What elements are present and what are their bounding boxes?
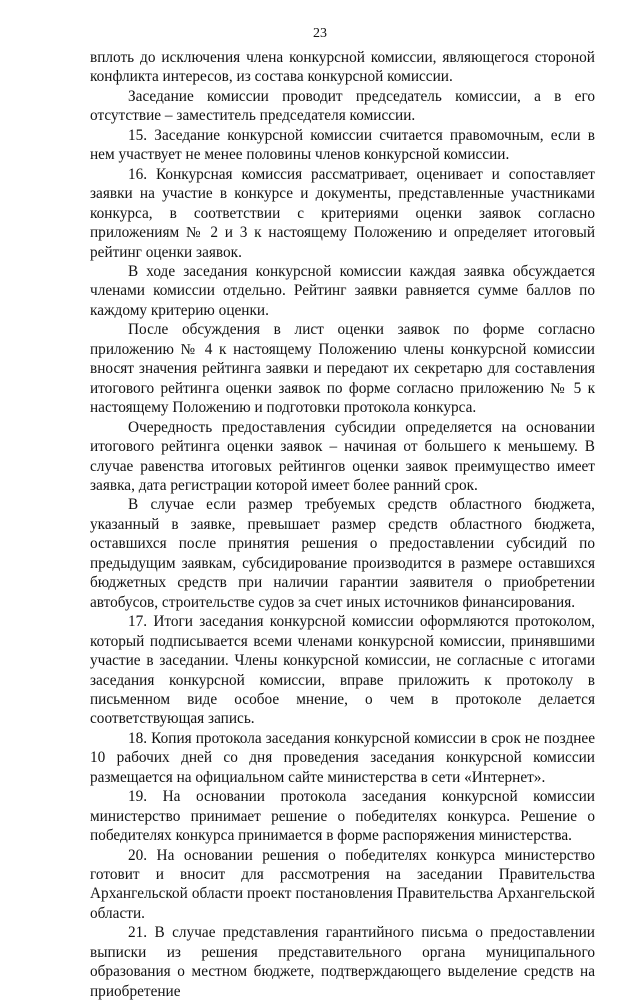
paragraph-item-21: 21. В случае представления гарантийного письма о предоставлении выписки из решения представительного органа муниципального образования о местном бюджете, подтверждающего выделение средств на приобретение bbox=[90, 924, 595, 1000]
paragraph: В случае если размер требуемых средств областного бюджета, указанный в заявке, превышает размер средств областного бюджета, оставшихся после принятия решения о предоставлении субсидий по предыдущим заявкам, субсидирование производится в размере оставшихся бюджетных средств при наличии гарантии заявителя о приобретении автобусов, строительстве судов за счет иных источников финансирования. bbox=[90, 496, 595, 611]
paragraph-continuation: вплоть до исключения члена конкурсной комиссии, являющегося стороной конфликта интересов, из состава конкурсной комиссии. bbox=[90, 49, 595, 86]
paragraph: Очередность предоставления субсидии определяется на основании итогового рейтинга оценки заявок – начиная от большего к меньшему. В случае равенства итоговых рейтингов оценки заявок преимущество имеет заявка, дата регистрации которой имеет более ранний срок. bbox=[90, 418, 595, 494]
paragraph-item-17: 17. Итоги заседания конкурсной комиссии оформляются протоколом, который подписывается всеми членами конкурсной комиссии, принявшими участие в заседании. Члены конкурсной комиссии, не согласные с итогами заседания конкурсной комиссии, вправе приложить к протоколу в письменном виде особое мнение, о чем в протоколе делается соответствующая запись. bbox=[90, 613, 595, 728]
page-number: 23 bbox=[313, 26, 327, 41]
paragraph-item-20: 20. На основании решения о победителях конкурса министерство готовит и вносит для рассмотрения на заседании Правительства Архангельской области проект постановления Правительства Архангельской области. bbox=[90, 846, 595, 922]
paragraph-item-16: 16. Конкурсная комиссия рассматривает, оценивает и сопоставляет заявки на участие в конкурсе и документы, представленные участниками конкурса, в соответствии с критериями оценки заявок согласно приложениям № 2 и 3 к настоящему Положению и определяет итоговый рейтинг оценки заявок. bbox=[90, 165, 595, 261]
paragraph: В ходе заседания конкурсной комиссии каждая заявка обсуждается членами комиссии отдельно. Рейтинг заявки равняется сумме баллов по каждому критерию оценки. bbox=[90, 262, 595, 319]
paragraph: Заседание комиссии проводит председатель комиссии, а в его отсутствие – заместитель председателя комиссии. bbox=[90, 87, 595, 125]
paragraph: После обсуждения в лист оценки заявок по форме согласно приложению № 4 к настоящему Положению члены конкурсной комиссии вносят значения рейтинга заявки и передают их секретарю для составления итогового рейтинга оценки заявок по форме согласно приложению № 5 к настоящему Положению и подготовки протокола конкурса. bbox=[90, 321, 595, 417]
paragraph-item-15: 15. Заседание конкурсной комиссии считается правомочным, если в нем участвует не менее половины членов конкурсной комиссии. bbox=[90, 126, 595, 164]
document-body bbox=[90, 48, 595, 1001]
paragraph-item-19: 19. На основании протокола заседания конкурсной комиссии министерство принимает решение о победителях конкурса. Решение о победителях конкурса принимается в форме распоряжения министерства. bbox=[90, 788, 595, 845]
paragraph-item-18: 18. Копия протокола заседания конкурсной комиссии в срок не позднее 10 рабочих дней со дня проведения заседания конкурсной комиссии размещается на официальном сайте министерства в сети «Интернет». bbox=[90, 729, 595, 786]
